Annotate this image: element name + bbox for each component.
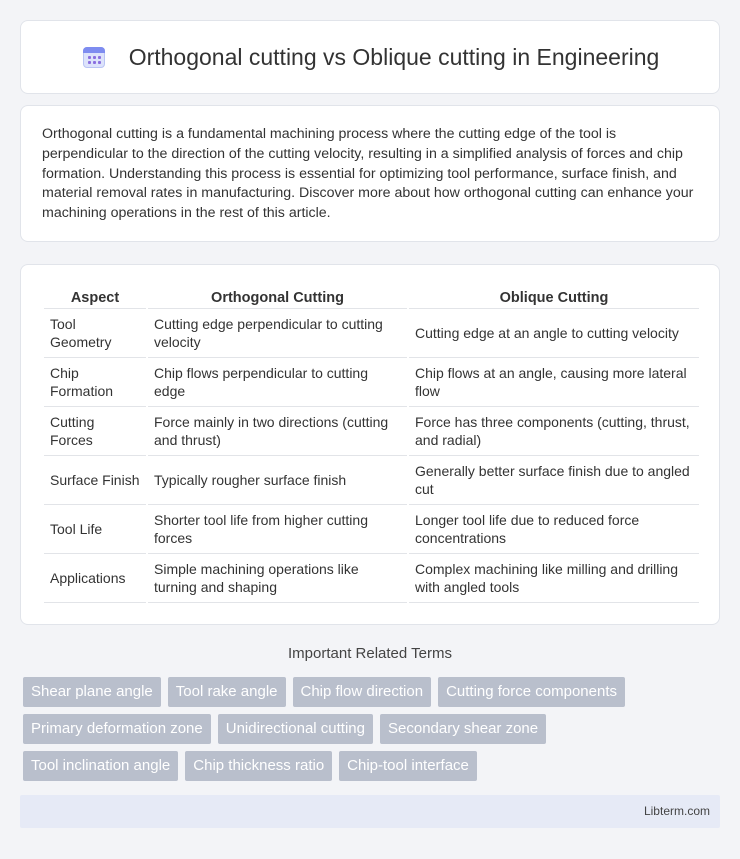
table-header-row xyxy=(44,284,699,309)
related-term-tag[interactable]: Tool inclination angle xyxy=(23,751,178,781)
table-cell: Typically rougher surface finish xyxy=(148,456,407,505)
table-row xyxy=(44,554,699,603)
comparison-table xyxy=(42,284,701,603)
column-header: Aspect xyxy=(44,284,146,309)
table-cell: Cutting edge at an angle to cutting velocity xyxy=(409,309,699,358)
related-terms-title: Important Related Terms xyxy=(288,645,452,662)
calendar-grid-icon xyxy=(81,44,107,70)
table-cell: Chip flows at an angle, causing more lateral flow xyxy=(409,358,699,407)
table-row xyxy=(44,358,699,407)
table-cell: Simple machining operations like turning and shaping xyxy=(148,554,407,603)
header-card xyxy=(20,20,720,94)
table-cell: Cutting edge perpendicular to cutting velocity xyxy=(148,309,407,358)
related-term-tag[interactable]: Chip-tool interface xyxy=(339,751,477,781)
intro-card xyxy=(20,105,720,242)
intro-text: Orthogonal cutting is a fundamental machining process where the cutting edge of the tool is perpendicular to the direction of the cutting velocity, resulting in a simplified analysis of forces and chip formation. Understanding this process is essential for optimizing tool performance, surface finish, and material removal rates in manufacturing. Discover more about how orthogonal cutting can enhance your machining operations in the rest of this article. xyxy=(42,126,694,222)
table-cell: Chip Formation xyxy=(44,358,146,407)
table-row xyxy=(44,407,699,456)
related-terms-list xyxy=(23,677,723,788)
related-term-tag[interactable]: Tool rake angle xyxy=(168,677,286,707)
table-cell: Chip flows perpendicular to cutting edge xyxy=(148,358,407,407)
comparison-card xyxy=(20,264,720,625)
table-cell: Longer tool life due to reduced force concentrations xyxy=(409,505,699,554)
footer xyxy=(20,795,720,828)
table-cell: Applications xyxy=(44,554,146,603)
related-term-tag[interactable]: Primary deformation zone xyxy=(23,714,211,744)
tag-row xyxy=(23,751,723,781)
related-term-tag[interactable]: Cutting force components xyxy=(438,677,625,707)
related-term-tag[interactable]: Chip thickness ratio xyxy=(185,751,332,781)
related-term-tag[interactable]: Secondary shear zone xyxy=(380,714,546,744)
table-cell: Force mainly in two directions (cutting and thrust) xyxy=(148,407,407,456)
related-term-tag[interactable]: Unidirectional cutting xyxy=(218,714,373,744)
table-cell: Tool Geometry xyxy=(44,309,146,358)
table-row xyxy=(44,456,699,505)
column-header: Orthogonal Cutting xyxy=(148,284,407,309)
table-cell: Cutting Forces xyxy=(44,407,146,456)
table-cell: Tool Life xyxy=(44,505,146,554)
table-cell: Generally better surface finish due to angled cut xyxy=(409,456,699,505)
tag-row xyxy=(23,677,723,707)
tag-row xyxy=(23,714,723,744)
column-header: Oblique Cutting xyxy=(409,284,699,309)
page-title: Orthogonal cutting vs Oblique cutting in Engineering xyxy=(128,43,660,70)
table-row xyxy=(44,505,699,554)
footer-brand[interactable]: Libterm.com xyxy=(643,804,710,818)
table-cell: Complex machining like milling and drilling with angled tools xyxy=(409,554,699,603)
related-term-tag[interactable]: Shear plane angle xyxy=(23,677,161,707)
table-cell: Force has three components (cutting, thrust, and radial) xyxy=(409,407,699,456)
related-term-tag[interactable]: Chip flow direction xyxy=(293,677,432,707)
table-cell: Shorter tool life from higher cutting forces xyxy=(148,505,407,554)
table-row xyxy=(44,309,699,358)
table-cell: Surface Finish xyxy=(44,456,146,505)
